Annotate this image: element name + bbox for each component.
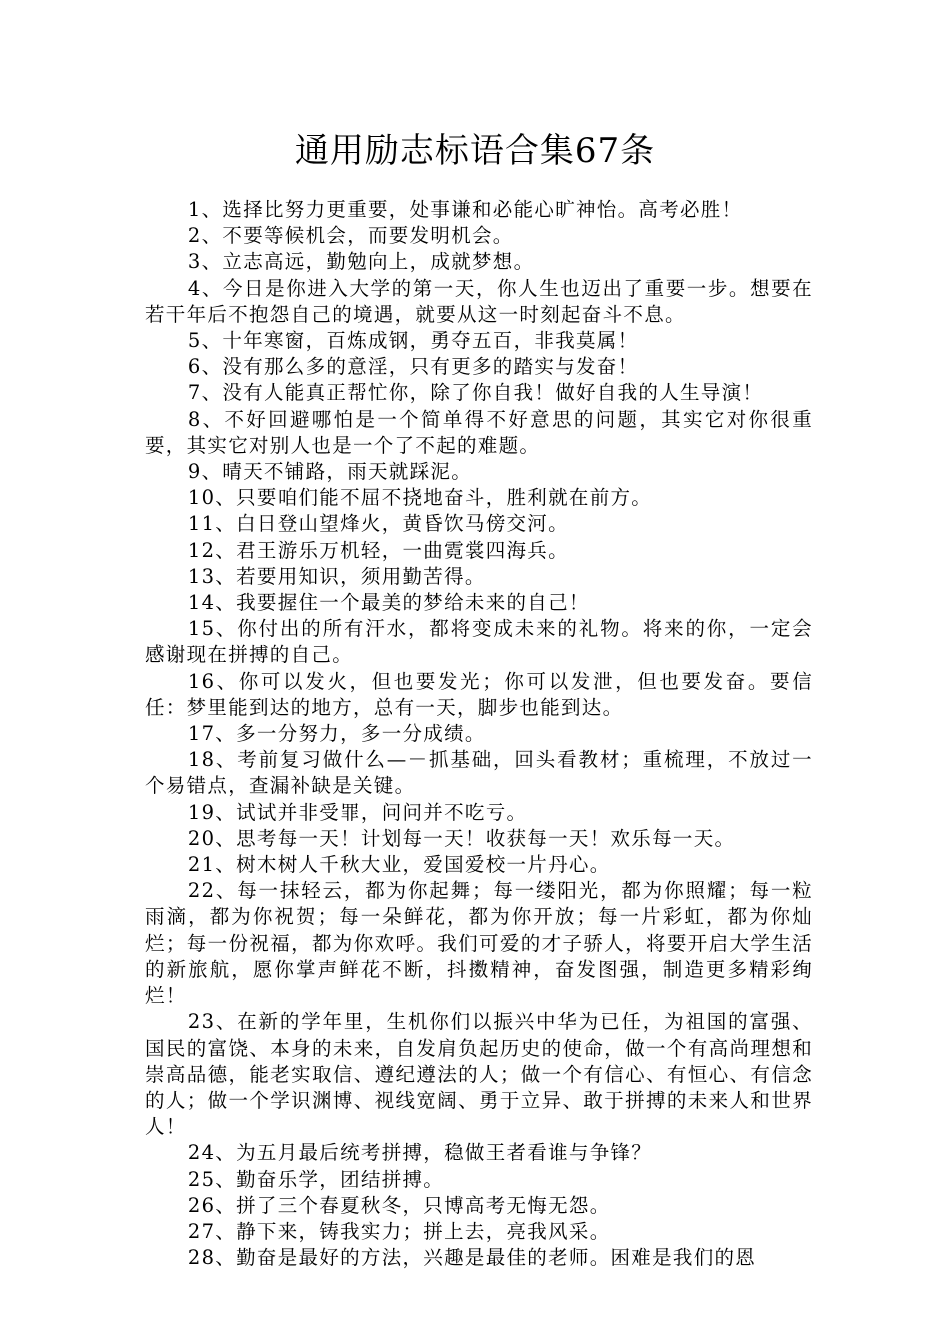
list-item: 21、树木树人千秋大业，爱国爱校一片丹心。: [187, 853, 611, 877]
list-item: 3、立志高远，勤勉向上，成就梦想。: [187, 250, 535, 274]
list-item: 24、为五月最后统考拼搏，稳做王者看谁与争锋？: [187, 1141, 653, 1165]
list-item: 15、你付出的所有汗水，都将变成未来的礼物。将来的你，一定会感谢现在拼搏的自己。: [145, 617, 813, 667]
list-item: 20、思考每一天！计划每一天！收获每一天！欢乐每一天。: [187, 826, 736, 850]
list-item: 28、勤奋是最好的方法，兴趣是最佳的老师。困难是我们的恩: [187, 1246, 757, 1270]
list-item: 2、不要等候机会，而要发明机会。: [187, 224, 514, 248]
list-item: 5、十年寒窗，百炼成钢，勇夺五百，非我莫属！: [187, 329, 639, 353]
list-item: 23、在新的学年里，生机你们以振兴中华为已任，为祖国的富强、国民的富饶、本身的未来，自发肩负起历史的使命，做一个有高尚理想和崇高品德，能老实取信、遵纪遵法的人；做一个有信心、有恒心、有信念的人；做一个学识渊博、视线宽阔、勇于立异、敢于拼搏的未来人和世界人！: [145, 1010, 813, 1139]
list-item: 19、试试并非受罪，问问并不吃亏。: [187, 800, 528, 824]
list-item: 9、晴天不铺路，雨天就踩泥。: [187, 460, 472, 484]
list-item: 13、若要用知识，须用勤苦得。: [187, 564, 486, 588]
slogan-list: [145, 197, 813, 1271]
list-item: 10、只要咱们能不屈不挠地奋斗，胜利就在前方。: [187, 486, 653, 510]
list-item: 27、静下来，铸我实力；拼上去，亮我风采。: [187, 1219, 611, 1243]
list-item: 14、我要握住一个最美的梦给未来的自己！: [187, 591, 590, 615]
list-item: 6、没有那么多的意淫，只有更多的踏实与发奋！: [187, 355, 639, 379]
list-item: 16、你可以发火，但也要发光；你可以发泄，但也要发奋。要信任：梦里能到达的地方，总有一天，脚步也能到达。: [145, 669, 813, 719]
list-item: 1、选择比努力更重要，处事谦和必能心旷神怡。高考必胜！: [187, 198, 743, 221]
list-item: 4、今日是你进入大学的第一天，你人生也迈出了重要一步。想要在若干年后不抱怨自己的境遇，就要从这一时刻起奋斗不息。: [145, 276, 813, 326]
list-item: 25、勤奋乐学，团结拼搏。: [187, 1167, 445, 1191]
list-item: 17、多一分努力，多一分成绩。: [187, 722, 486, 746]
list-item: 12、君王游乐万机轻，一曲霓裳四海兵。: [187, 538, 569, 562]
list-item: 7、没有人能真正帮忙你，除了你自我！做好自我的人生导演！: [187, 381, 764, 405]
list-item: 18、考前复习做什么—－抓基础，回头看教材；重梳理，不放过一个易错点，查漏补缺是关键。: [145, 748, 813, 798]
list-item: 8、不好回避哪怕是一个简单得不好意思的问题，其实它对你很重要，其实它对别人也是一个了不起的难题。: [145, 407, 813, 457]
list-item: 26、拼了三个春夏秋冬，只博高考无悔无怨。: [187, 1193, 611, 1217]
list-item: 22、每一抹轻云，都为你起舞；每一缕阳光，都为你照耀；每一粒雨滴，都为你祝贺；每一朵鲜花，都为你开放；每一片彩虹，都为你灿烂；每一份祝福，都为你欢呼。我们可爱的才子骄人，将要开启大学生活的新旅航，愿你掌声鲜花不断，抖擞精神，奋发图强，制造更多精彩绚烂！: [145, 879, 813, 1008]
list-item: 11、白日登山望烽火，黄昏饮马傍交河。: [187, 512, 569, 536]
document-title: 通用励志标语合集67条: [294, 131, 656, 171]
